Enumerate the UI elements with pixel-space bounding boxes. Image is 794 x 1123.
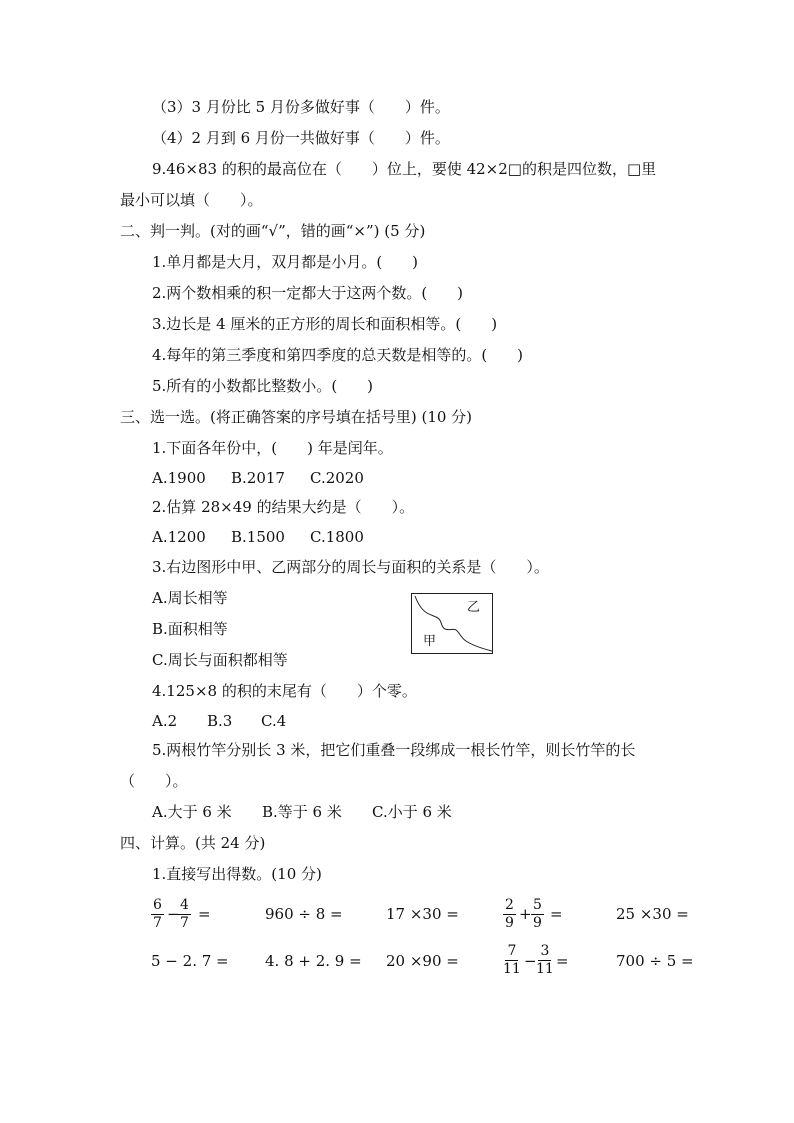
choice-q5-option-b: B.等于 6 米 [262,803,342,821]
calc-r2-c5: 700 ÷ 5 = [616,952,694,970]
calc-r1-c5: 25 ×30 = [616,905,689,923]
choice-q3-option-b: B.面积相等 [152,620,228,638]
section-2-heading: 二、判一判。(对的画“√”，错的画“×”) (5 分) [120,222,426,240]
choice-q5-option-a: A.大于 6 米 [152,803,232,821]
denominator: 9 [505,915,514,931]
choice-q1-stem: 1.下面各年份中，( ) 年是闰年。 [152,439,393,457]
figure-label-jia: 甲 [423,634,437,649]
choice-q3-stem: 3.右边图形中甲、乙两部分的周长与面积的关系是（ ）。 [152,558,549,576]
question-9-line-1: 9.46×83 的积的最高位在（ ）位上，要使 42×2□的积是四位数，□里 [152,160,657,178]
calc-r2-c3: 20 ×90 = [386,952,459,970]
judge-item-1: 1.单月都是大月，双月都是小月。( ) [152,253,419,271]
choice-q1-option-b: B.2017 [231,469,285,487]
operator: + [519,905,532,923]
choice-q2-option-c: C.1800 [310,528,364,546]
calc-r1-c2: 960 ÷ 8 = [265,905,343,923]
operator: − [524,952,537,970]
choice-q4-option-c: C.4 [261,712,287,730]
section-4-subheading: 1.直接写出得数。(10 分) [152,865,322,883]
numerator: 3 [540,943,550,959]
operator: − [167,905,180,923]
judge-item-3: 3.边长是 4 厘米的正方形的周长和面积相等。( ) [152,315,498,333]
choice-q5-option-c: C.小于 6 米 [372,803,452,821]
equals-sign: = [550,905,563,923]
fraction [503,944,521,977]
section-3-heading: 三、选一选。(将正确答案的序号填在括号里) (10 分) [120,408,473,426]
question-9-line-2: 最小可以填（ ）。 [120,191,263,209]
fraction [503,898,516,931]
denominator: 11 [503,961,521,977]
equals-sign: = [556,952,569,970]
numerator: 6 [153,897,162,913]
numerator: 2 [505,897,514,913]
calc-r2-c2: 4. 8 + 2. 9 = [265,952,362,970]
split-shape-figure [411,593,493,654]
denominator: 7 [153,915,162,931]
fraction [536,944,554,977]
choice-q2-option-a: A.1200 [152,528,206,546]
choice-q4-stem: 4.125×8 的积的末尾有（ ）个零。 [152,682,417,700]
choice-q3-option-a: A.周长相等 [152,589,228,607]
choice-q5-stem-line-2: （ ）。 [120,772,188,790]
calc-r1-c3: 17 ×30 = [386,905,459,923]
choice-q5-stem-line-1: 5.两根竹竿分别长 3 米，把它们重叠一段绑成一根长竹竿，则长竹竿的长 [152,741,636,759]
denominator: 11 [536,961,554,977]
numerator: 7 [507,943,517,959]
choice-q2-stem: 2.估算 28×49 的结果大约是（ ）。 [152,498,415,516]
question-2-item-3: （3）3 月份比 5 月份多做好事（ ）件。 [152,98,450,116]
fraction [151,898,164,931]
choice-q2-option-b: B.1500 [231,528,285,546]
choice-q4-option-b: B.3 [207,712,233,730]
numerator: 5 [533,897,542,913]
judge-item-2: 2.两个数相乘的积一定都大于这两个数。( ) [152,284,464,302]
judge-item-4: 4.每年的第三季度和第四季度的总天数是相等的。( ) [152,346,524,364]
equals-sign: = [198,905,211,923]
choice-q4-option-a: A.2 [152,712,178,730]
choice-q3-option-c: C.周长与面积都相等 [152,651,288,669]
denominator: 9 [533,915,542,931]
choice-q1-option-a: A.1900 [152,469,206,487]
numerator: 4 [180,897,189,913]
denominator: 7 [180,915,189,931]
calc-r2-c1: 5 − 2. 7 = [151,952,229,970]
section-4-heading: 四、计算。(共 24 分) [120,834,266,852]
choice-q1-option-c: C.2020 [310,469,364,487]
fraction [531,898,544,931]
fraction [178,898,191,931]
question-2-item-4: （4）2 月到 6 月份一共做好事（ ）件。 [152,129,450,147]
figure-label-yi: 乙 [467,600,481,615]
judge-item-5: 5.所有的小数都比整数小。( ) [152,377,374,395]
